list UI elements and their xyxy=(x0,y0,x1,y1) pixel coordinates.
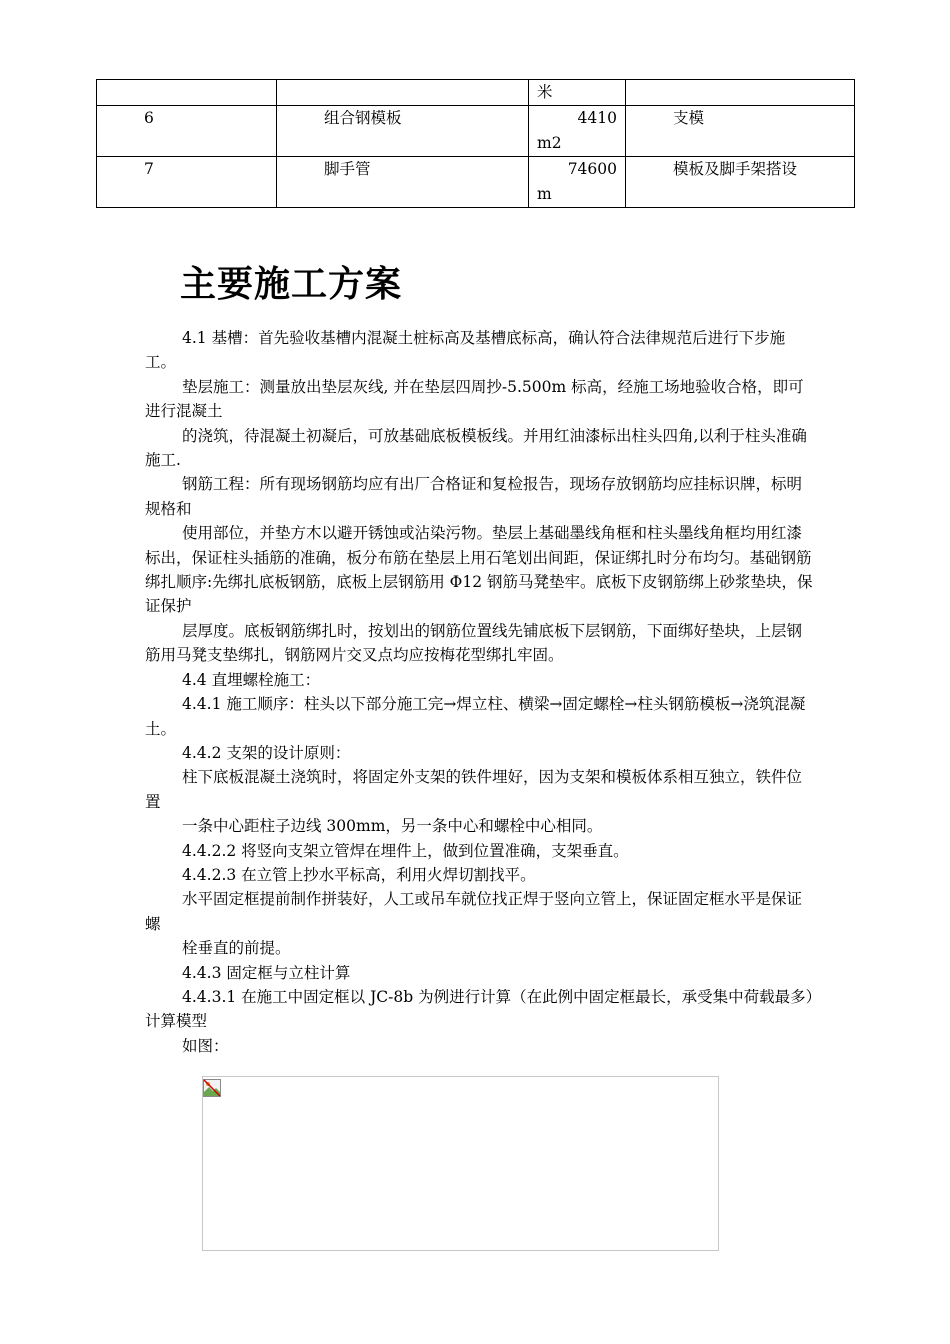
table-row xyxy=(97,106,855,157)
row-qty: 4410 xyxy=(577,109,617,127)
row-name: 组合钢模板 xyxy=(324,109,402,127)
paragraph: 钢筋工程：所有现场钢筋均应有出厂合格证和复检报告，现场存放钢筋均应挂标识牌，标明规格和 xyxy=(145,475,803,518)
figure-placeholder xyxy=(202,1076,719,1251)
table-row xyxy=(97,80,855,106)
paragraph: 栓垂直的前提。 xyxy=(182,939,291,958)
row-unit: m2 xyxy=(537,134,562,152)
paragraph: 4.1 基槽：首先验收基槽内混凝土桩标高及基槽底标高，确认符合法律规范后进行下步施工。 xyxy=(145,329,786,372)
paragraph: 4.4.2.3 在立管上抄水平标高，利用火焊切割找平。 xyxy=(182,865,536,884)
paragraph: 4.4.2 支架的设计原则： xyxy=(182,743,351,762)
paragraph: 4.4.2.2 将竖向支架立管焊在埋件上，做到位置准确，支架垂直。 xyxy=(182,841,629,860)
row-use: 支模 xyxy=(673,109,705,127)
body-text xyxy=(145,326,815,1058)
paragraph: 4.4.3 固定框与立柱计算 xyxy=(182,963,351,982)
paragraph: 层厚度。底板钢筋绑扎时，按划出的钢筋位置线先铺底板下层钢筋，下面绑好垫块，上层钢筋用马凳支垫绑扎，钢筋网片交叉点均应按梅花型绑扎牢固。 xyxy=(145,621,803,665)
paragraph: 如图： xyxy=(182,1036,229,1055)
paragraph: 水平固定框提前制作拼装好，人工或吊车就位找正焊于竖向立管上，保证固定框水平是保证螺 xyxy=(145,890,803,933)
paragraph: 一条中心距柱子边线 300mm，另一条中心和螺栓中心相同。 xyxy=(182,817,603,836)
table-row xyxy=(97,157,855,208)
row-no: 6 xyxy=(144,109,154,127)
row-unit: m xyxy=(537,185,552,203)
paragraph: 垫层施工：测量放出垫层灰线, 并在垫层四周抄-5.500m 标高，经施工场地验收合格，即可进行混凝土 xyxy=(145,377,804,421)
section-heading: 主要施工方案 xyxy=(180,264,403,305)
broken-image-icon xyxy=(203,1079,221,1097)
paragraph: 柱下底板混凝土浇筑时，将固定外支架的铁件埋好，因为支架和模板体系相互独立，铁件位置 xyxy=(145,768,803,811)
row-no: 7 xyxy=(144,160,154,178)
paragraph: 使用部位，并垫方木以避开锈蚀或沾染污物。垫层上基础墨线角框和柱头墨线角框均用红漆标出，保证柱头插筋的准确，板分布筋在垫层上用石笔划出间距，保证绑扎时分布均匀。基础钢筋绑扎顺序:先绑扎底板钢筋，底板上层钢筋用 Φ12 钢筋马凳垫牢。底板下皮钢筋绑上砂浆垫块，保证保护 xyxy=(145,524,813,616)
paragraph: 的浇筑，待混凝土初凝后，可放基础底板模板线。并用红油漆标出柱头四角,以利于柱头准确施工. xyxy=(145,426,807,470)
resource-table xyxy=(96,79,855,208)
row-unit: 米 xyxy=(537,83,553,101)
row-use: 模板及脚手架搭设 xyxy=(673,160,798,178)
paragraph: 4.4.1 施工顺序：柱头以下部分施工完→焊立柱、横梁→固定螺栓→柱头钢筋模板→浇筑混凝土。 xyxy=(145,695,806,738)
row-name: 脚手管 xyxy=(324,160,371,178)
paragraph: 4.4.3.1 在施工中固定框以 JC-8b 为例进行计算（在此例中固定框最长，承受集中荷载最多）计算模型 xyxy=(145,987,814,1031)
paragraph: 4.4 直埋螺栓施工： xyxy=(182,670,321,689)
row-qty: 74600 xyxy=(567,160,617,178)
